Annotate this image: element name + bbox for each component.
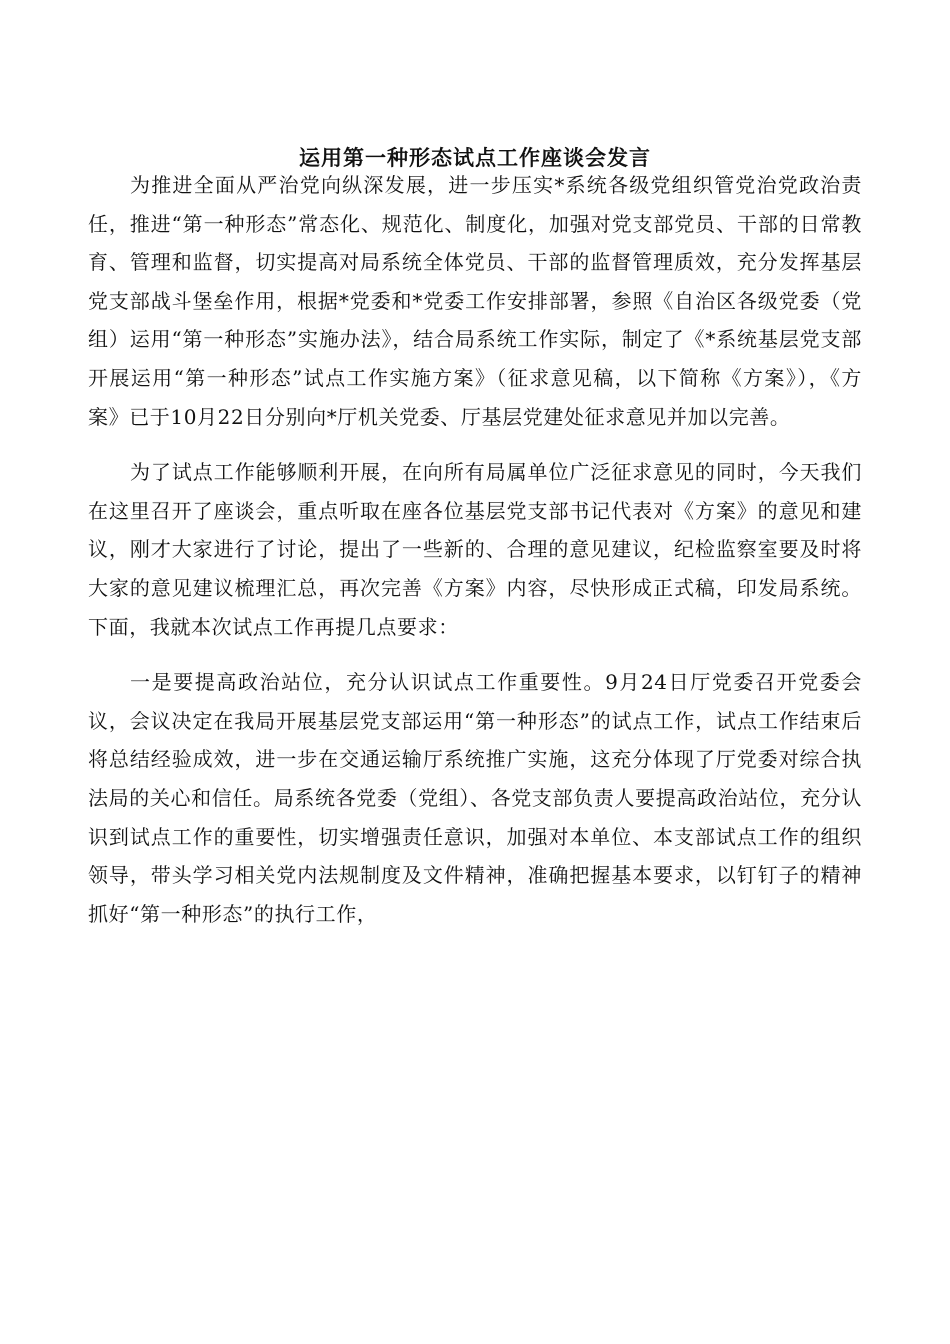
document-title: 运用第一种形态试点工作座谈会发言: [299, 145, 651, 170]
document-body: [88, 166, 862, 950]
paragraph-2: 为了试点工作能够顺利开展，在向所有局属单位广泛征求意见的同时，今天我们在这里召开了座谈会，重点听取在座各位基层党支部书记代表对《方案》的意见和建议，刚才大家进行了讨论，提出了一些新的、合理的意见建议，纪检监察室要及时将大家的意见建议梳理汇总，再次完善《方案》内容，尽快形成正式稿，印发局系统。下面，我就本次试点工作再提几点要求：: [88, 460, 862, 639]
paragraph-3: 一是要提高政治站位，充分认识试点工作重要性。9月24日厅党委召开党委会议，会议决定在我局开展基层党支部运用“第一种形态”的试点工作，试点工作结束后将总结经验成效，进一步在交通运输厅系统推广实施，这充分体现了厅党委对综合执法局的关心和信任。局系统各党委（党组）、各党支部负责人要提高政治站位，充分认识到试点工作的重要性，切实增强责任意识，加强对本单位、本支部试点工作的组织领导，带头学习相关党内法规制度及文件精神，准确把握基本要求，以钉钉子的精神抓好“第一种形态”的执行工作，: [88, 670, 862, 926]
paragraph-1: 为推进全面从严治党向纵深发展，进一步压实*系统各级党组织管党治党政治责任，推进“第一种形态”常态化、规范化、制度化，加强对党支部党员、干部的日常教育、管理和监督，切实提高对局系统全体党员、干部的监督管理质效，充分发挥基层党支部战斗堡垒作用，根据*党委和*党委工作安排部署，参照《自治区各级党委（党组）运用“第一种形态”实施办法》，结合局系统工作实际，制定了《*系统基层党支部开展运用“第一种形态”试点工作实施方案》（征求意见稿，以下简称《方案》），《方案》已于10月22日分别向*厅机关党委、厅基层党建处征求意见并加以完善。: [88, 173, 862, 429]
